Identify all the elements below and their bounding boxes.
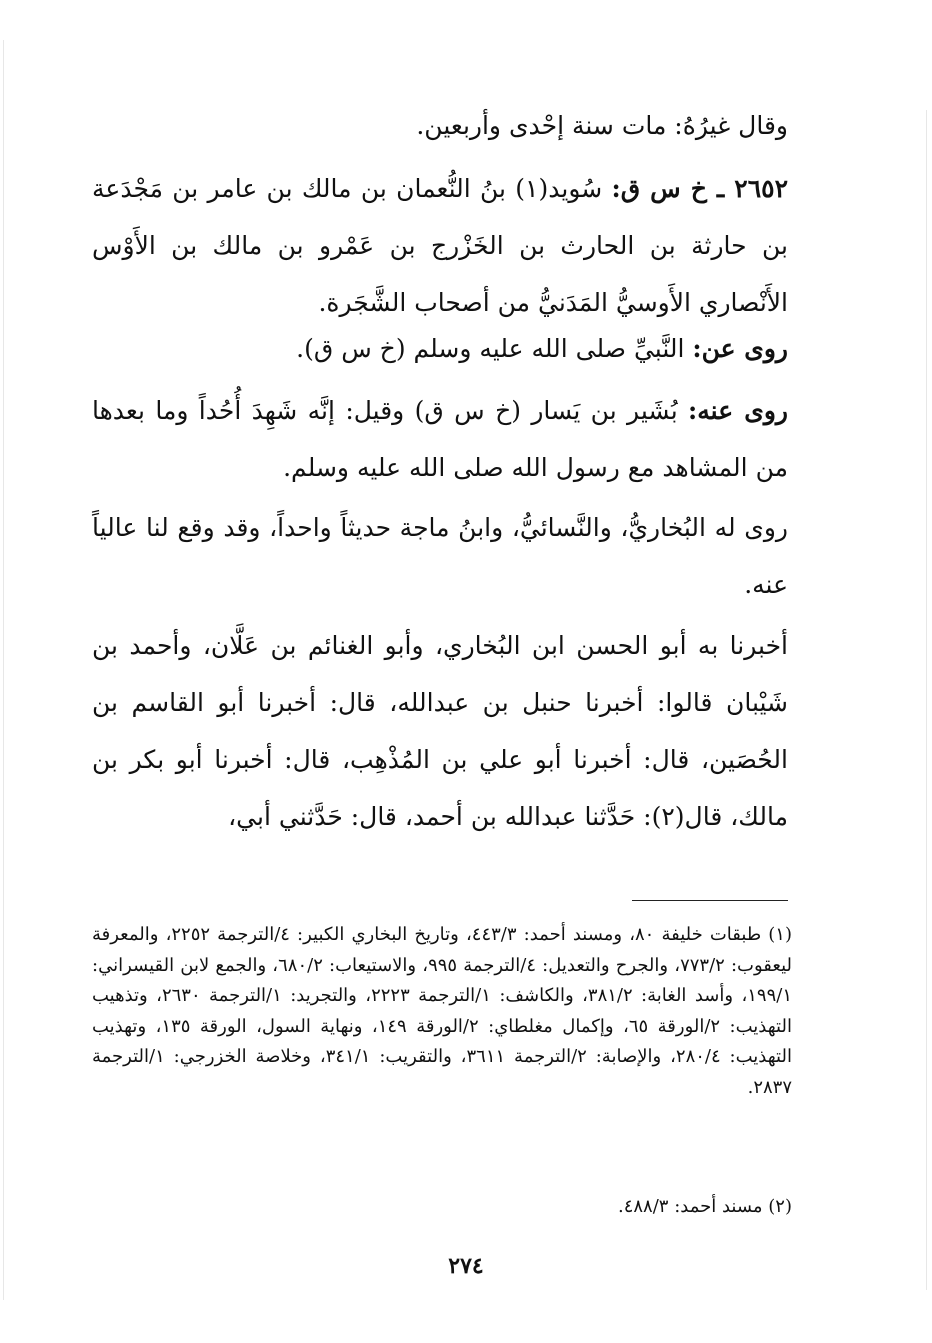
footnote-2 bbox=[92, 1192, 792, 1223]
footnote-2-text: مسند أحمد: ٤٨٨/٣. bbox=[617, 1196, 769, 1217]
biography-body bbox=[92, 160, 788, 331]
page-number: ٢٧٤ bbox=[448, 1253, 484, 1279]
narrated-by-lead: روى عنه: bbox=[688, 396, 788, 425]
paragraph-text: أخبرنا به أبو الحسن ابن البُخاري، وأبو الغنائم بن عَلَّان، وأحمد بن شَيْبان قالوا: أخبرنا حنبل بن عبدالله، قال: أخبرنا أبو القاسم بن الحُصَين، قال: أخبرنا أبو علي بن المُذْهِب، قال: أخبرنا أبو بكر بن مالك، قال(٢): حَدَّثنا عبدالله بن أحمد، قال: حَدَّثني أبي، bbox=[92, 631, 788, 831]
narrated-from-body bbox=[92, 320, 788, 377]
footnote-1-text: طبقات خليفة ٨٠، ومسند أحمد: ٤٤٣/٣، وتاريخ البخاري الكبير: ٤/الترجمة ٢٢٥٢، والمعرفة ليعقوب: ٧٧٣/٢، والجرح والتعديل: ٤/الترجمة ٩٩٥، والاستيعاب: ٦٨٠/٢، والجمع لابن القيسراني: ١٩٩/١، وأسد الغابة: ٣٨١/٢، والكاشف: ١/الترجمة ٢٢٢٣، والتجريد: ١/الترجمة ٢٦٣٠، وتذهيب التهذيب: ٢/الورقة ٦٥، وإكمال مغلطاي: ٢/الورقة ١٤٩، ونهاية السول، الورقة ١٣٥، وتهذيب التهذيب: ٢٨٠/٤، والإصابة: ٢/الترجمة ٣٦١١، والتقريب: ٣٤١/١، وخلاصة الخزرجي: ١/الترجمة ٢٨٣٧. bbox=[92, 924, 792, 1098]
narrated-from-text: النَّبيِّ صلى الله عليه وسلم (خ س ق). bbox=[296, 334, 693, 363]
biography-text: سُويد(١) بنُ النُّعمان بن مالك بن عامر بن مَجْدَعة بن حارثة بن الحارث بن الخَزْرج بن عَمْرو بن مالك بن الأَوْس الأَنْصاري الأَوسيُّ المَدَنيُّ من أصحاب الشَّجَرة. bbox=[92, 174, 788, 317]
scan-edge-right bbox=[926, 110, 927, 1290]
paragraph-isnad bbox=[92, 617, 788, 845]
scan-edge-left bbox=[3, 40, 4, 1300]
paragraph-text: روى له البُخاريُّ، والنَّسائيُّ، وابنُ ماجة حديثاً واحداً، وقد وقع لنا عالياً عنه. bbox=[92, 513, 788, 599]
narrated-by-text: بُشَير بن يَسار (خ س ق) وقيل: إنَّه شَهِدَ أُحُداً وما بعدها من المشاهد مع رسول الله صلى الله عليه وسلم. bbox=[92, 396, 788, 482]
paragraph-narrated-by bbox=[92, 382, 788, 496]
paragraph-biography bbox=[92, 160, 788, 331]
narrated-by-body bbox=[92, 382, 788, 496]
paragraph-death-year bbox=[92, 97, 788, 154]
paragraph-collections bbox=[92, 499, 788, 613]
paragraph-narrated-from bbox=[92, 320, 788, 377]
paragraph-text: وقال غيرُهُ: مات سنة إحْدى وأربعين. bbox=[416, 111, 788, 140]
footnote-2-marker: (٢) bbox=[768, 1196, 792, 1217]
entry-number-lead: ٢٦٥٢ ـ خ س ق: bbox=[611, 174, 789, 203]
footnote-separator bbox=[632, 900, 788, 901]
footnote-1-marker: (١) bbox=[768, 924, 792, 945]
narrated-from-lead: روى عن: bbox=[692, 334, 788, 363]
footnote-1 bbox=[92, 920, 792, 1103]
